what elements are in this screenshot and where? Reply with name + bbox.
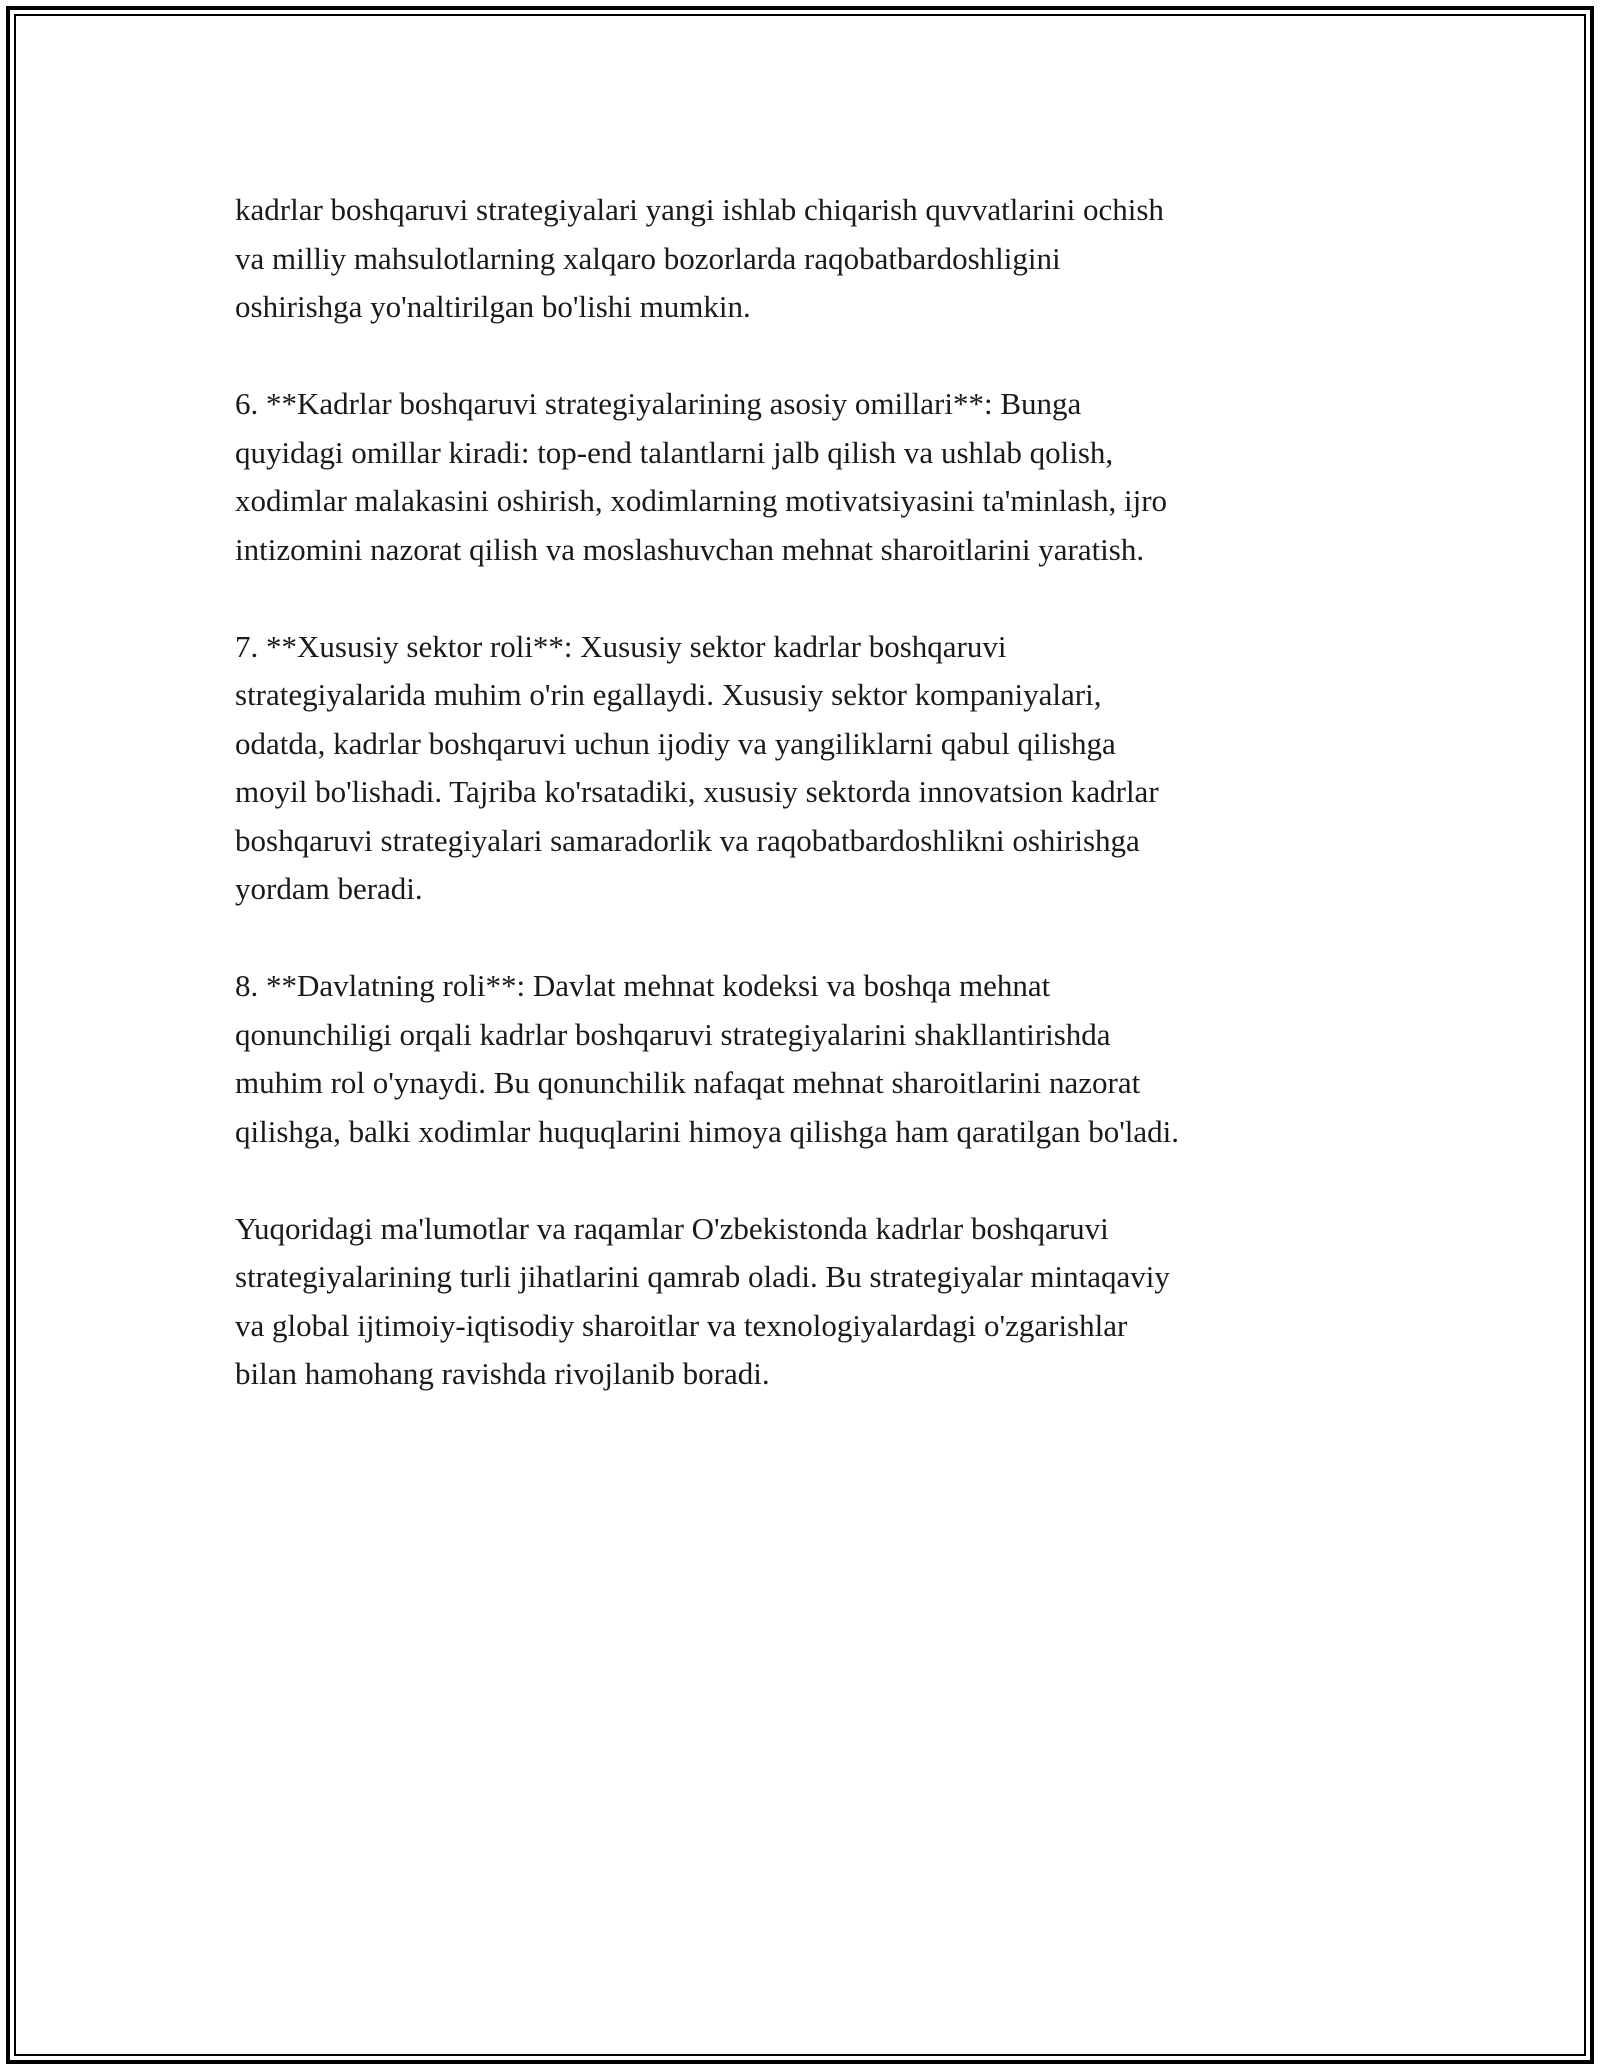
text-line: quyidagi omillar kiradi: top-end talantlarni jalb qilish va ushlab qolish, — [235, 434, 1114, 470]
text-line: bilan hamohang ravishda rivojlanib boradi. — [235, 1356, 770, 1391]
text-line: yordam beradi. — [235, 871, 423, 906]
text-line: qonunchiligi orqali kadrlar boshqaruvi strategiyalarini shakllantirishda — [235, 1016, 1111, 1052]
document-body — [235, 186, 1365, 1447]
paragraph-item-7 — [235, 623, 1365, 914]
paragraph-intro-continuation — [235, 186, 1365, 332]
text-line: strategiyalarining turli jihatlarini qamrab oladi. Bu strategiyalar mintaqaviy — [235, 1259, 1170, 1294]
text-line: 6. **Kadrlar boshqaruvi strategiyalarining asosiy omillari**: Bunga — [235, 386, 1082, 421]
text-line: oshirishga yo'naltirilgan bo'lishi mumkin. — [235, 289, 751, 324]
text-line: intizomini nazorat qilish va moslashuvchan mehnat sharoitlarini yaratish. — [235, 531, 1145, 567]
paragraph-item-8 — [235, 962, 1365, 1156]
text-line: qilishga, balki xodimlar huquqlarini himoya qilishga ham qaratilgan bo'ladi. — [235, 1113, 1180, 1149]
text-line: kadrlar boshqaruvi strategiyalari yangi ishlab chiqarish quvvatlarini ochish — [235, 192, 1164, 227]
text-line: 7. **Xususiy sektor roli**: Xususiy sektor kadrlar boshqaruvi — [235, 628, 1007, 664]
text-line: moyil bo'lishadi. Tajriba ko'rsatadiki, xususiy sektorda innovatsion kadrlar — [235, 774, 1159, 809]
text-line: Yuqoridagi ma'lumotlar va raqamlar O'zbekistonda kadrlar boshqaruvi — [235, 1210, 1109, 1246]
text-line: va global ijtimoiy-iqtisodiy sharoitlar va texnologiyalardagi o'zgarishlar — [235, 1307, 1128, 1343]
text-line: muhim rol o'ynaydi. Bu qonunchilik nafaqat mehnat sharoitlarini nazorat — [235, 1065, 1141, 1100]
text-line: odatda, kadrlar boshqaruvi uchun ijodiy va yangiliklarni qabul qilishga — [235, 725, 1116, 761]
text-line: 8. **Davlatning roli**: Davlat mehnat kodeksi va boshqa mehnat — [235, 968, 1051, 1003]
text-line: va milliy mahsulotlarning xalqaro bozorlarda raqobatbardoshligini — [235, 240, 1061, 276]
paragraph-conclusion — [235, 1205, 1365, 1399]
text-line: xodimlar malakasini oshirish, xodimlarning motivatsiyasini ta'minlash, ijro — [235, 483, 1168, 518]
text-line: strategiyalarida muhim o'rin egallaydi. Xususiy sektor kompaniyalari, — [235, 677, 1102, 712]
paragraph-item-6 — [235, 380, 1365, 574]
text-line: boshqaruvi strategiyalari samaradorlik va raqobatbardoshlikni oshirishga — [235, 822, 1140, 858]
